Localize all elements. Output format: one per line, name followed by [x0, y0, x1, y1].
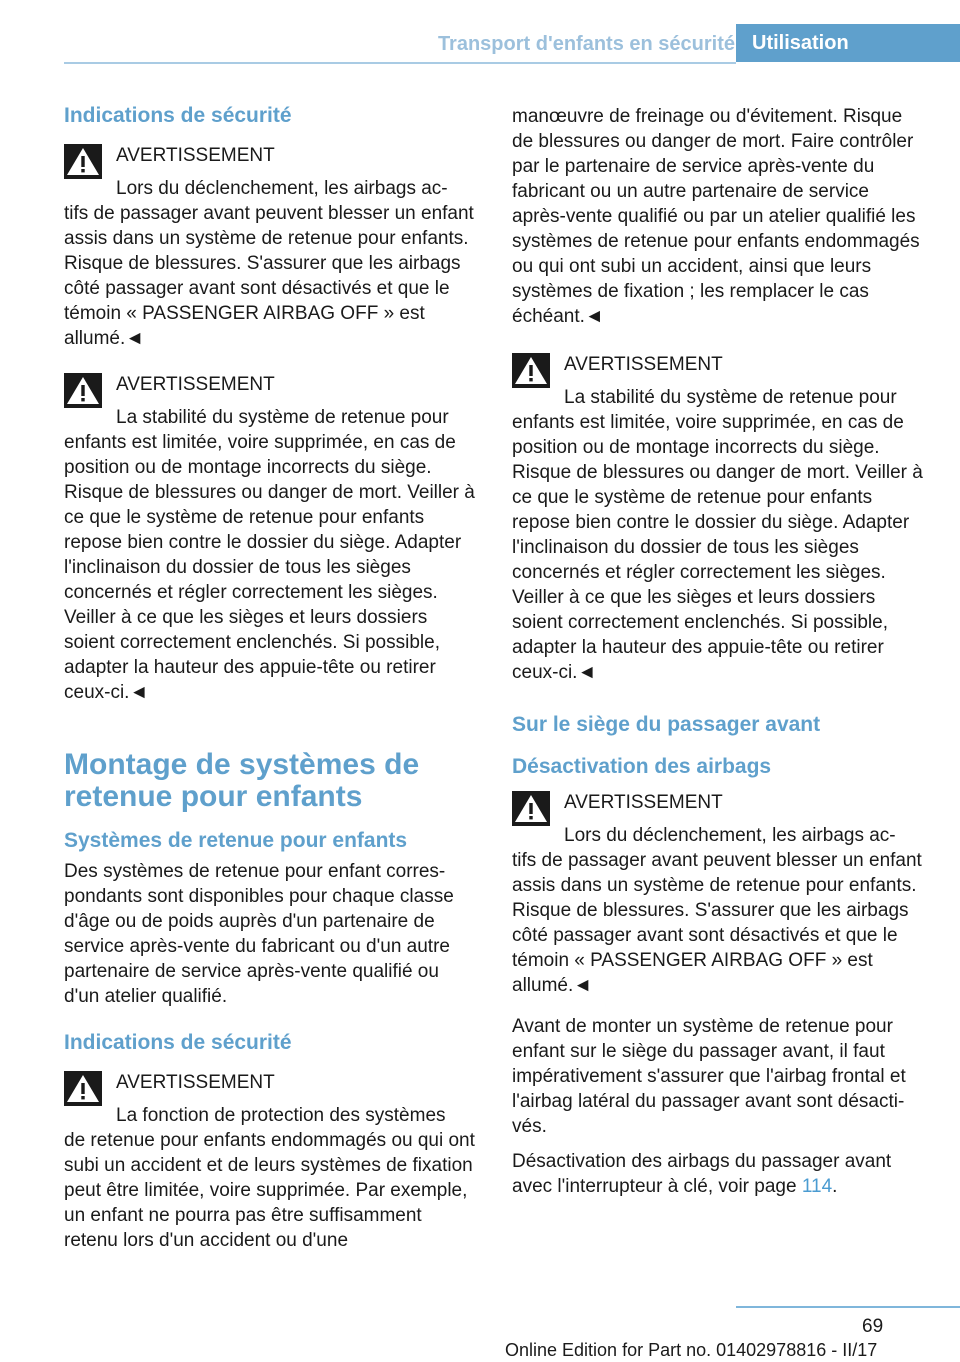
- heading-front-passenger-seat: Sur le siège du passager avant: [512, 713, 821, 736]
- footer-rule: [736, 1306, 960, 1308]
- key-switch-text: Désactivation des airbags du passager avant avec l'interrupteur à clé, voir page: [512, 1151, 892, 1197]
- warning-title: AVERTISSEMENT: [564, 792, 723, 813]
- edition-text: Online Edition for Part no. 01402978816 - II/17: [505, 1340, 878, 1360]
- paragraph-key-switch: [512, 1149, 926, 1199]
- warning-text: enfants est limitée, voire supprimée, en cas de position ou de montage incorrects du siège. Risque de blessures ou danger de mort. Veiller à ce que le système de retenue pour enfants repose bien contre le dossier du siège. Adapter l'inclinaison du dossier de tous les sièges concernés et régler correctement les sièges. Veiller à ce que les sièges et leurs dossiers soient correctement enclenchés. Si possible, adapter la hauteur des appuie-tête ou retirer ceux-ci.◄: [64, 432, 475, 703]
- warning-text-first: La stabilité du système de retenue pour: [116, 407, 449, 428]
- warning-block: [64, 371, 478, 705]
- warning-title: AVERTISSEMENT: [116, 1072, 275, 1093]
- warning-text-first: La stabilité du système de retenue pour: [564, 387, 897, 408]
- heading-mounting-child-restraints: Montage de systèmes de retenue pour enfants: [64, 748, 420, 813]
- warning-triangle-icon: [512, 791, 550, 826]
- warning-triangle-icon: [512, 353, 550, 388]
- page-number: 69: [862, 1316, 884, 1337]
- warning-triangle-icon: [64, 144, 102, 179]
- warning-block: [512, 789, 926, 998]
- warning-title: AVERTISSEMENT: [116, 374, 275, 395]
- warning-text: de retenue pour enfants endommagés ou qui ont subi un accident et de leurs systèmes de fixation peut être limitée, voire supprimée. Par exemple, un enfant ne pourra pas être suffisamment retenu lors d'un accident ou d'une: [64, 1130, 475, 1251]
- warning-title: AVERTISSEMENT: [116, 145, 275, 166]
- warning-block: [64, 1069, 478, 1253]
- warning-triangle-icon: [64, 373, 102, 408]
- warning-text: tifs de passager avant peuvent blesser un enfant assis dans un système de retenue pour enfants. Risque de blessures. S'assurer que les airbags côté passager avant sont désactivés et que le témoin « PASSENGER AIRBAG OFF » est allumé.◄: [64, 203, 474, 349]
- paragraph-warning-continuation: manœuvre de freinage ou d'évitement. Risque de blessures ou danger de mort. Faire contrôler par le partenaire de service après-vente du fabricant ou un autre partenaire de service après-vente qualifié ou par un atelier qualifié les systèmes de retenue pour enfants endommagés ou qui ont subi un accident, ainsi que leurs systèmes de fixation ; les remplacer le cas échéant.◄: [512, 106, 920, 327]
- key-switch-end: .: [832, 1176, 838, 1197]
- header-rule: [64, 62, 736, 64]
- left-column: [64, 96, 478, 1269]
- warning-title: AVERTISSEMENT: [564, 354, 723, 375]
- heading-safety-indications: Indications de sécurité: [64, 104, 292, 127]
- warning-block: [512, 351, 926, 685]
- warning-text: enfants est limitée, voire supprimée, en cas de position ou de montage incorrects du siège. Risque de blessures ou danger de mort. Veiller à ce que le système de retenue pour enfants repose bien contre le dossier du siège. Adapter l'inclinaison du dossier de tous les sièges concernés et régler correctement les sièges. Veiller à ce que les sièges et leurs dossiers soient correctement enclenchés. Si possible, adapter la hauteur des appuie-tête ou retirer ceux-ci.◄: [512, 412, 923, 683]
- paragraph-child-restraint-systems: Des systèmes de retenue pour enfant correspondants sont disponibles pour chaque classe d'âge ou de poids auprès d'un partenaire de service après-vente du fabricant ou d'un autre partenaire de service après-vente qualifié ou d'un atelier qualifié.: [64, 861, 454, 1007]
- warning-text: tifs de passager avant peuvent blesser un enfant assis dans un système de retenue pour enfants. Risque de blessures. S'assurer que les airbags côté passager avant sont désactivés et que le témoin « PASSENGER AIRBAG OFF » est allumé.◄: [512, 850, 922, 996]
- warning-text-first: Lors du déclenchement, les airbags ac-: [116, 178, 448, 199]
- heading-safety-indications-2: Indications de sécurité: [64, 1031, 292, 1054]
- page-reference-link[interactable]: 114: [801, 1176, 833, 1197]
- header-chapter-tab: Utilisation: [736, 24, 960, 62]
- heading-airbag-deactivation: Désactivation des airbags: [512, 755, 772, 778]
- heading-child-restraint-systems: Systèmes de retenue pour enfants: [64, 829, 408, 852]
- warning-block: [64, 142, 478, 351]
- right-column: [512, 104, 926, 1209]
- warning-triangle-icon: [64, 1071, 102, 1106]
- warning-text-first: La fonction de protection des systèmes: [116, 1105, 446, 1126]
- warning-text-first: Lors du déclenchement, les airbags ac-: [564, 825, 896, 846]
- paragraph-before-mounting: Avant de monter un système de retenue pour enfant sur le siège du passager avant, il faut impérativement s'assurer que l'airbag frontal et l'airbag latéral du passager avant sont désactivés.: [512, 1016, 906, 1137]
- header-section-title: Transport d'enfants en sécurité: [437, 33, 735, 55]
